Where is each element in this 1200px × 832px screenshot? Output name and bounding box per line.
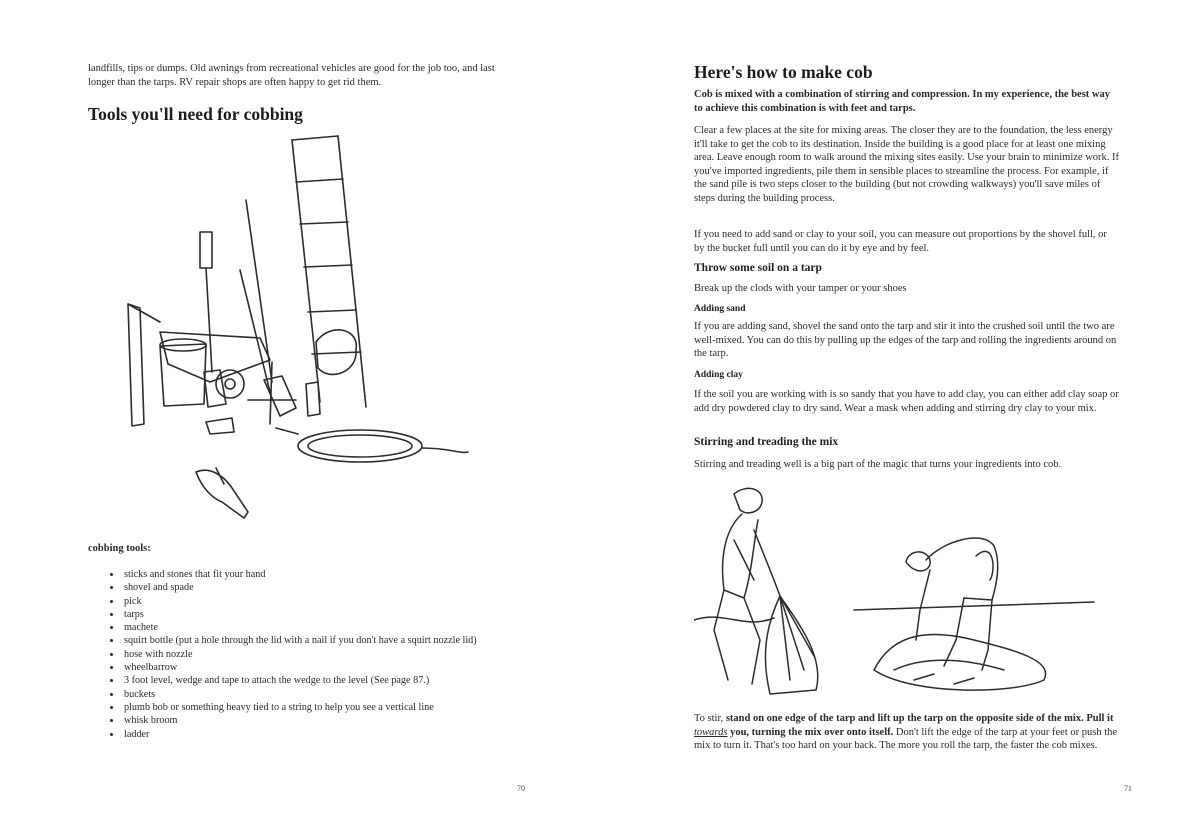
- final-paragraph: To stir, stand on one edge of the tarp and lift up the tarp on the opposite side of the mix. Pull it towards you, turning the mix over onto itself. Don't lift the edge of the tarp at your feet or push the mix to turn it. That's too hard on your back. The more you roll the tarp, the faster the cob mixes.: [694, 713, 1118, 752]
- list-item: • plumb bob or something heavy tied to a string to help you see a vertical line: [122, 701, 542, 714]
- list-heading: cobbing tools:: [88, 543, 151, 554]
- mixing-illustration: [694, 480, 1114, 702]
- subheading-stirring: Stirring and treading the mix: [694, 436, 839, 448]
- tools-illustration: [120, 132, 470, 532]
- adding-clay-text: If the soil you are working with is so sandy that you have to add clay, you can either add clay soap or add dry powdered clay to dry sand. Wear a mask when adding and stirring dry clay to your mix.: [694, 389, 1119, 414]
- tools-list: [100, 568, 542, 741]
- list-item: • pick: [122, 595, 542, 608]
- page-number: 70: [517, 784, 525, 793]
- soil-tarp-text: Break up the clods with your tamper or your shoes: [694, 283, 907, 294]
- stirring-text: Stirring and treading well is a big part of the magic that turns your ingredients into cob.: [694, 459, 1062, 470]
- paragraph-proportions: If you need to add sand or clay to your soil, you can measure out proportions by the shovel full, or by the bucket full until you can do it by eye and by feel.: [694, 229, 1107, 254]
- right-page: [600, 0, 1200, 832]
- adding-sand-text: If you are adding sand, shovel the sand onto the tarp and stir it into the crushed soil until the two are well-mixed. You can do this by pulling up the edges of the tarp and rolling the ingredients around on the tarp.: [694, 321, 1117, 360]
- list-item: • squirt bottle (put a hole through the lid with a nail if you don't have a squirt nozzle lid): [122, 634, 492, 647]
- paragraph-mixing-areas: Clear a few places at the site for mixing areas. The closer they are to the foundation, the less energy it'll take to get the cob to its destination. Inside the building is a good place for at least one mixing area. Leave enough room to walk around the mixing sites easily. Use your brain to minimize work. If you've imported ingredients, pile them in sensible places to streamline the process. For example, if the sand pile is two steps closer to the building (but not crowding walkways) you'll save miles of steps during the building process.: [694, 125, 1120, 204]
- subheading-soil-tarp: Throw some soil on a tarp: [694, 262, 822, 274]
- intro-paragraph: Cob is mixed with a combination of stirring and compression. In my experience, the best way to achieve this combination is with feet and tarps.: [694, 89, 1111, 114]
- page-number: 71: [1124, 784, 1132, 793]
- tools-heading: Tools you'll need for cobbing: [88, 104, 303, 124]
- subheading-adding-sand: Adding sand: [694, 304, 746, 314]
- subheading-adding-clay: Adding clay: [694, 370, 743, 380]
- list-item: • hose with nozzle: [122, 648, 542, 661]
- list-item: • ladder: [122, 728, 542, 741]
- list-item: • tarps: [122, 608, 542, 621]
- list-item: • sticks and stones that fit your hand: [122, 568, 542, 581]
- cob-heading: Here's how to make cob: [694, 62, 873, 82]
- list-item: • shovel and spade: [122, 581, 542, 594]
- left-top-paragraph: landfills, tips or dumps. Old awnings from recreational vehicles are good for the job too, and last longer than the tarps. RV repair shops are often happy to get rid them.: [88, 63, 495, 88]
- list-item: • whisk broom: [122, 714, 542, 727]
- list-item: • wheelbarrow: [122, 661, 542, 674]
- list-item: • machete: [122, 621, 542, 634]
- list-item: • buckets: [122, 688, 542, 701]
- list-item: • 3 foot level, wedge and tape to attach the wedge to the level (See page 87.): [122, 674, 542, 687]
